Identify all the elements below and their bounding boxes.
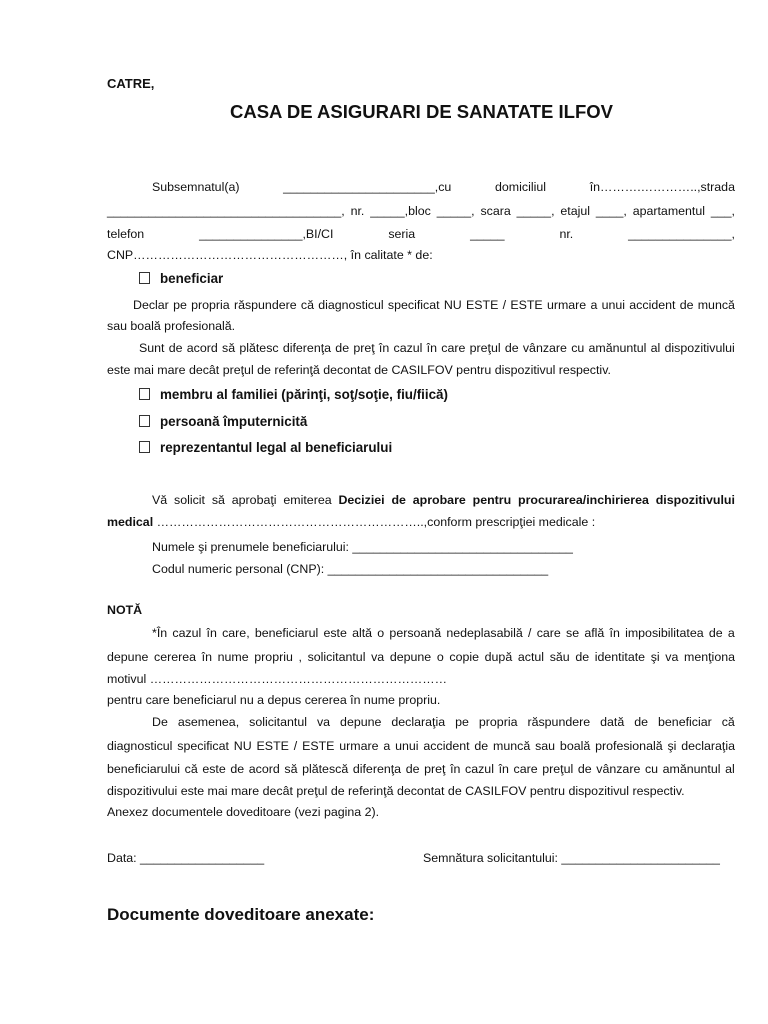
identity-word: seria [388, 227, 416, 241]
declaration-word: ESTE [465, 298, 499, 312]
option-label: membru al familiei (părinţi, soţ/soţie, fiu/fiică) [160, 387, 448, 402]
declaration-word: a [590, 298, 598, 312]
note-word: răspundere [527, 715, 591, 729]
agreement-word: de [168, 341, 183, 355]
note-word: este [202, 762, 226, 776]
declaration-line-1 [133, 299, 735, 311]
note-word: de [405, 762, 420, 776]
checkbox-icon[interactable] [139, 415, 150, 427]
note-line-7 [107, 763, 735, 775]
agreement-word: vânzare [522, 341, 567, 355]
declaration-word: / [502, 298, 507, 312]
note-word: altă [352, 626, 373, 640]
agreement-word: care [441, 341, 466, 355]
note-word: se [566, 626, 580, 640]
note-line-9: Anexez documentele doveditoare (vezi pagina 2). [107, 805, 380, 819]
note-word: acord [248, 762, 280, 776]
identity-word: ___, [710, 204, 735, 218]
declaration-word: că [300, 298, 314, 312]
note-word: pe [455, 715, 469, 729]
recipient-prefix: CATRE, [107, 76, 155, 91]
identity-word: _______________,BI/CI [199, 227, 334, 241]
note-word: diferenţa [352, 762, 402, 776]
option-label: beneficiar [160, 271, 224, 286]
note-word: în [609, 626, 620, 640]
note-word: cererea [154, 650, 197, 664]
identity-line-2 [107, 205, 735, 217]
note-word: accident [423, 739, 470, 753]
note-word: în [498, 762, 509, 776]
note-word: în [201, 650, 212, 664]
note-word: NU [233, 739, 252, 753]
identity-word: ______________________,cu [283, 180, 452, 194]
note-word: că [721, 715, 735, 729]
request-word: emiterea [283, 493, 332, 507]
request-word: de [391, 493, 406, 507]
note-word: / [293, 739, 298, 753]
request-word: procurarea/inchirierea [518, 493, 649, 507]
request-line-2 [107, 516, 735, 528]
note-word: după [484, 650, 513, 664]
note-word: va [316, 715, 331, 729]
request-word: solicit [174, 493, 205, 507]
note-word: care [513, 762, 538, 776]
note-word: sau [535, 739, 556, 753]
request-word: dispozitivului [655, 493, 735, 507]
note-word: va [371, 650, 385, 664]
date-field[interactable]: Data: __________________ [107, 851, 265, 865]
declaration-line-2: sau boală profesională. [107, 319, 236, 333]
note-word: de [708, 626, 723, 640]
note-word: de [230, 762, 245, 776]
identity-word: _____,bloc [370, 204, 431, 218]
agreement-word: cazul [393, 341, 423, 355]
option-beneficiary[interactable] [139, 271, 223, 286]
agreement-line-2: este mai mare decât preţul de referinţă decontat de CASILFOV pentru dispozitivul respectiv. [107, 363, 611, 377]
identity-word: _______________, [628, 227, 735, 241]
checkbox-icon[interactable] [139, 441, 150, 453]
note-word: preţul [542, 762, 574, 776]
agreement-word: să [222, 341, 236, 355]
declaration-word: pe [173, 298, 187, 312]
document-title: CASA DE ASIGURARI DE SANATATE ILFOV [229, 101, 614, 122]
note-word: de [575, 650, 590, 664]
note-word: cu [644, 762, 659, 776]
declaration-word: unui [601, 298, 626, 312]
note-word: vânzare [596, 762, 641, 776]
request-word: să [211, 493, 225, 507]
note-word: de [577, 762, 592, 776]
option-family-member[interactable] [139, 387, 448, 402]
note-word: este [323, 626, 347, 640]
note-line-3: motivul ……………………………………………………………… [107, 672, 448, 686]
declaration-word: muncă [697, 298, 735, 312]
note-word: a [383, 739, 391, 753]
note-word: o [377, 626, 385, 640]
note-word: profesională [595, 739, 663, 753]
note-word: află [584, 626, 605, 640]
identity-word: în……….…………..,strada [589, 180, 735, 194]
identity-word: scara [480, 204, 511, 218]
note-word: va [665, 650, 679, 664]
note-word: şi [650, 650, 660, 664]
option-legal-representative[interactable] [139, 440, 392, 455]
identity-word: _____, [436, 204, 475, 218]
identity-word: domiciliul [495, 180, 546, 194]
agreement-word: Sunt [139, 341, 165, 355]
identity-word: etajul [560, 204, 590, 218]
declaration-word: urmare [546, 298, 587, 312]
note-heading: NOTĂ [107, 603, 143, 617]
request-word: Vă [152, 493, 168, 507]
agreement-word: plătesc [239, 341, 279, 355]
declaration-word: propria [191, 298, 230, 312]
note-word: persoană [389, 626, 442, 640]
note-word: de [474, 739, 489, 753]
note-word: unui [395, 739, 419, 753]
note-word: depune [340, 715, 382, 729]
note-word: nume [217, 650, 249, 664]
identity-line-3 [107, 228, 735, 240]
identity-word: nr. [350, 204, 365, 218]
note-word: care [536, 626, 561, 640]
checkbox-icon[interactable] [139, 272, 150, 284]
declaration-word: ESTE [510, 298, 543, 312]
agreement-word: dispozitivului [664, 341, 735, 355]
note-word: preţ [424, 762, 446, 776]
note-word: său [549, 650, 570, 664]
agreement-word: diferenţa [282, 341, 332, 355]
identity-line-1 [152, 181, 735, 193]
note-word: propriu [254, 650, 293, 664]
checkbox-icon[interactable] [139, 388, 150, 400]
note-word: / [528, 626, 532, 640]
agreement-word: în [378, 341, 390, 355]
beneficiary-name-field[interactable]: Numele şi prenumele beneficiarului: ________________________________ [152, 540, 573, 554]
note-line-4: pentru care beneficiarul nu a depus cererea în nume propriu. [107, 693, 441, 707]
note-word: *În [152, 626, 168, 640]
note-word: să [284, 762, 298, 776]
note-word: declaraţia [681, 739, 735, 753]
request-word: aprobare [412, 493, 466, 507]
agreement-word: amănuntul [588, 341, 647, 355]
note-word: în [450, 762, 461, 776]
declaration-word: răspundere [233, 298, 297, 312]
agreement-word: acord [186, 341, 218, 355]
note-word: al [725, 762, 735, 776]
identity-line-4: CNP……………………………………………, în calitate * de: [107, 248, 433, 262]
request-line-1 [152, 494, 735, 506]
note-word: dată [600, 715, 625, 729]
request-bold-word: medical [107, 515, 154, 529]
note-word: declaraţia [391, 715, 446, 729]
agreement-word: preţ [353, 341, 375, 355]
note-word: boală [559, 739, 591, 753]
note-word: solicitantul [307, 650, 366, 664]
note-line-8: dispozitivului este mai mare decât preţul de referinţă decontat de CASILFOV pentru dispozitivul respectiv. [107, 784, 685, 798]
identity-word: Subsemnatul(a) [152, 180, 240, 194]
note-word: cazul [172, 626, 202, 640]
note-word: de [634, 715, 649, 729]
note-word: solicitantul [249, 715, 307, 729]
note-word: actul [517, 650, 545, 664]
agreement-word: preţul [469, 341, 501, 355]
request-word: Deciziei [338, 493, 385, 507]
option-proxy[interactable] [139, 414, 307, 429]
identity-word: _____, [516, 204, 555, 218]
agreement-word: de [504, 341, 519, 355]
declaration-word: diagnosticul [318, 298, 384, 312]
note-word: menţiona [684, 650, 735, 664]
note-line-6 [107, 740, 735, 752]
note-word: propria [478, 715, 518, 729]
note-word: De [152, 715, 168, 729]
note-word: identitate [594, 650, 646, 664]
declaration-word: de [679, 298, 694, 312]
declaration-word: specificat [387, 298, 440, 312]
note-word: cazul [465, 762, 494, 776]
note-word: ESTE [302, 739, 335, 753]
beneficiary-cnp-field[interactable]: Codul numeric personal (CNP): ________________________________ [152, 562, 549, 576]
note-word: ESTE [256, 739, 289, 753]
note-word: copie [449, 650, 479, 664]
agreement-line-1 [139, 342, 735, 354]
identity-word: nr. [559, 227, 574, 241]
note-word: plătescă [302, 762, 349, 776]
note-word: în [206, 626, 217, 640]
agreement-word: în [426, 341, 438, 355]
note-word: beneficiarul [254, 626, 319, 640]
option-label: persoană împuternicită [160, 414, 308, 429]
annex-heading: Documente doveditoare anexate: [107, 905, 375, 924]
identity-word: __________________________________, [107, 204, 345, 218]
note-word: că [184, 762, 198, 776]
request-line-2-rest: ………………………………………………………..,conform prescripţiei medicale : [153, 515, 596, 529]
note-word: a [727, 626, 735, 640]
identity-word: telefon [107, 227, 145, 241]
request-word: pentru [472, 493, 512, 507]
option-label: reprezentantul legal al beneficiarului [160, 440, 393, 455]
agreement-word: de [335, 341, 350, 355]
signature-field[interactable]: Semnătura solicitantului: _______________________ [423, 851, 720, 865]
note-word: muncă [493, 739, 531, 753]
note-line-1 [152, 627, 735, 639]
declaration-word: NU [443, 298, 462, 312]
note-word: beneficiarului [107, 762, 181, 776]
declaration-word: accident [629, 298, 676, 312]
request-word: aprobaţi [231, 493, 277, 507]
note-word: depune [107, 650, 149, 664]
note-word: diagnosticul [107, 739, 173, 753]
note-word: depune [389, 650, 432, 664]
agreement-word: cu [571, 341, 585, 355]
note-word: nedeplasabilă [446, 626, 523, 640]
agreement-word: al [650, 341, 661, 355]
note-word: o [436, 650, 444, 664]
identity-word: _____ [470, 227, 505, 241]
note-word: care, [222, 626, 250, 640]
declaration-word: Declar [133, 298, 169, 312]
identity-word: apartamentul [632, 204, 706, 218]
note-line-5 [152, 716, 735, 728]
note-word: beneficiar [658, 715, 712, 729]
note-word: şi [667, 739, 677, 753]
note-word: urmare [339, 739, 379, 753]
note-word: imposibilitatea [625, 626, 704, 640]
note-word: , [298, 650, 302, 664]
note-word: specificat [177, 739, 229, 753]
note-word: amănuntul [662, 762, 721, 776]
note-line-2 [107, 651, 735, 663]
note-word: asemenea, [177, 715, 240, 729]
identity-word: ____, [595, 204, 627, 218]
